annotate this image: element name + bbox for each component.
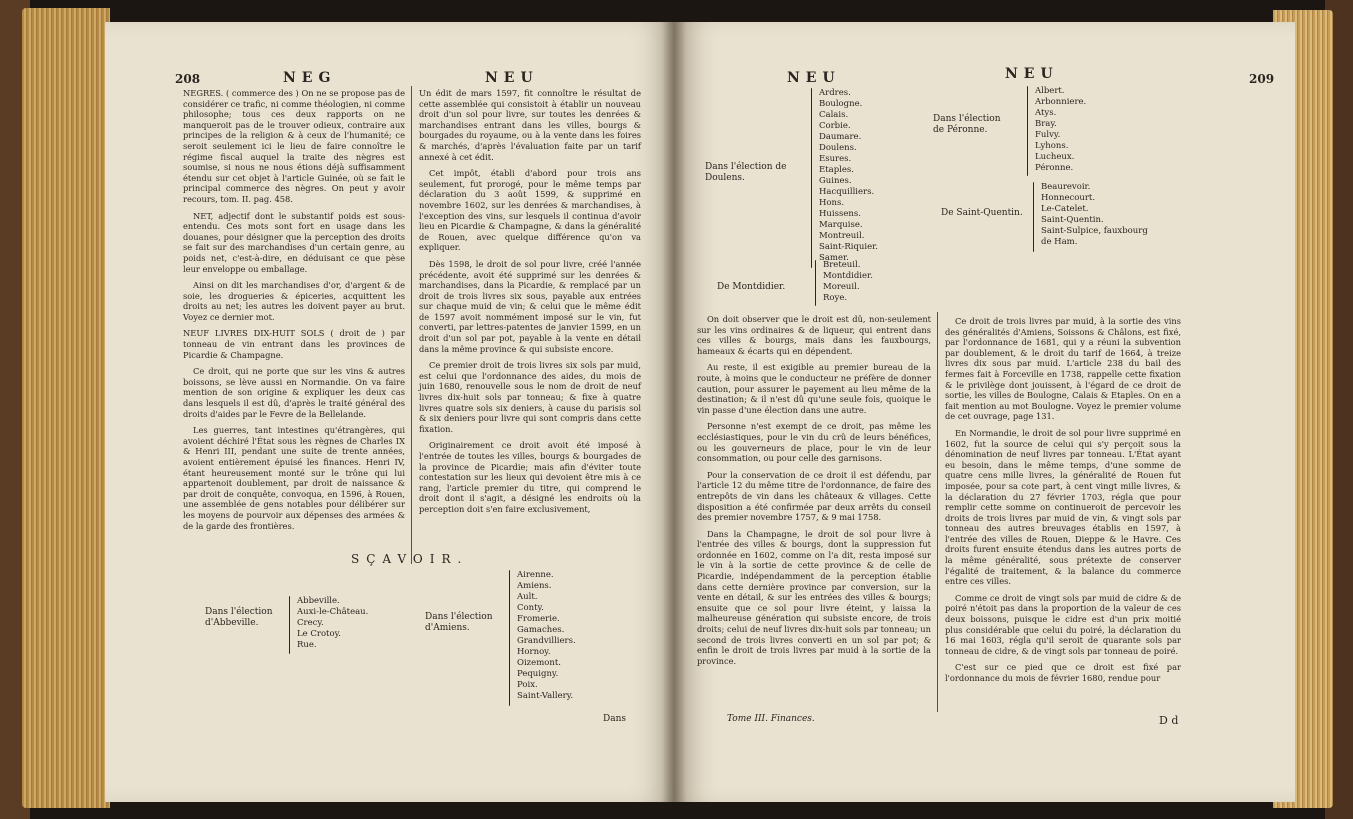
list-item: Ault. bbox=[517, 592, 538, 602]
list-item: Guines. bbox=[819, 176, 852, 186]
paragraph: Dès 1598, le droit de sol pour livre, créé l'année précédente, avoit été supprimé sur les denrées & marchandises, dans la Picardie, & remplacé par un droit de trois livres six sous, payable aux entrées sur chaque muid de vin; & celui que le même édit de 1597 avoit nommément imposé sur le vin, fut converti, par lettres-patentes de janvier 1599, en un droit d'un sol par pot, payable à la vente en détail dans la même province & qui subsiste encore. bbox=[419, 258, 641, 354]
list-item: Auxi-le-Château. bbox=[297, 607, 369, 617]
list-item: Le-Catelet. bbox=[1041, 204, 1089, 214]
paragraph: Originairement ce droit avoit été imposé à l'entrée de toutes les villes, bourgs & bourgades de la province de Picardie; mais afin d'éviter toute contestation sur les lieux qui devoient être mis à ce rang, l'article premier du titre, qui comprend le droit dont il s'agit, a désigné les endroits où la perception doit s'en faire exclusivement, bbox=[419, 440, 641, 514]
list-item: Montreuil. bbox=[819, 231, 865, 241]
list-item: Honnecourt. bbox=[1041, 193, 1096, 203]
election-label-montdidier: De Montdidier. bbox=[717, 282, 786, 292]
paragraph: Au reste, il est exigible au premier bureau de la route, à moins que le conducteur ne préfère de donner caution, pour assurer le payement au lieu même de la destination; & il n'est dû qu'une seule fois, quoique le vin passe d'une élection dans une autre. bbox=[697, 362, 931, 415]
right-running-head-left: NEU bbox=[787, 70, 841, 86]
election-label-peronne: Dans l'élection de Péronne. bbox=[933, 114, 1001, 135]
paragraph: Dans la Champagne, le droit de sol pour livre à l'entrée des villes & bourgs, dont la suppression fut ordonnée en 1602, comme on l'a dit, resta imposé sur le vin à la sortie de cette province & de celle de Picardie, indépendamment de la perception établie dans cette dernière province par conversion, sur la vente en détail, & sur les entrées des villes & bourgs; ensuite que ce sol pour livre éteint, y laissa la malheureuse génération qui subsiste encore, de trois droits; celui de neuf livres dix-huit sols par tonneau; un second de trois livres converti en un sol par pot; & enfin le droit de trois livres par muid à la sortie de la province. bbox=[697, 528, 931, 666]
left-column-2 bbox=[419, 88, 641, 521]
brace bbox=[1033, 182, 1034, 252]
town-list-amiens bbox=[517, 570, 576, 702]
list-item: Marquise. bbox=[819, 220, 863, 230]
list-item: Saint-Quentin. bbox=[1041, 215, 1104, 225]
list-item: Etaples. bbox=[819, 165, 854, 175]
list-item: Bray. bbox=[1035, 119, 1057, 129]
list-item: Huissens. bbox=[819, 209, 861, 219]
footer-signature: Tome III. Finances. bbox=[727, 714, 815, 724]
paragraph: Pour la conservation de ce droit il est défendu, par l'article 12 du même titre de l'ordonnance, de faire des entrepôts de vin dans les châteaux & villages. Cette disposition a été confirmée par deux arrêts du conseil des premier novembre 1757, & 9 mai 1758. bbox=[697, 469, 931, 523]
election-label-amiens: Dans l'élection d'Amiens. bbox=[425, 612, 493, 633]
list-item: Calais. bbox=[819, 110, 849, 120]
list-item: Crecy. bbox=[297, 618, 324, 628]
paragraph: Personne n'est exempt de ce droit, pas même les ecclésiastiques, pour le vin du crû de leurs bénéfices, ou les gouverneurs de place, pour le vin de leur consommation, ou pour celle des garnisons. bbox=[697, 421, 931, 464]
right-page bbox=[675, 22, 1295, 802]
brace bbox=[815, 260, 816, 306]
list-item: Lucheux. bbox=[1035, 152, 1075, 162]
list-item: Ardres. bbox=[819, 88, 851, 98]
left-page bbox=[105, 22, 675, 802]
town-list-doulens bbox=[819, 88, 878, 264]
paragraph: NET, adjectif dont le substantif poids est sous-entendu. Ces mots sont fort en usage dans les douanes, pour désigner que la perception des droits se fait sur des marchandises d'un certain genre, au poids net, c'est-à-dire, en déduisant ce que pèse leur enveloppe ou emballage. bbox=[183, 210, 405, 274]
list-item: Péronne. bbox=[1035, 163, 1074, 173]
town-list-montdidier bbox=[823, 260, 873, 304]
column-rule bbox=[411, 86, 412, 564]
paragraph: Les guerres, tant intestines qu'étrangères, qui avoient déchiré l'État sous les règnes de Charles IX & Henri III, pendant une suite de trente années, avoient entièrement épuisé les finances. Henri IV, étant heureusement monté sur le trône qui lui appartenoit doublement, par droit de naissance & par droit de conquête, convoqua, en 1596, à Rouen, une assemblée de gens notables pour délibérer sur les moyens de pourvoir aux dépenses des armées & de la garde des frontières. bbox=[183, 425, 405, 531]
list-item: Esures. bbox=[819, 154, 852, 164]
list-item: de Ham. bbox=[1041, 237, 1078, 247]
paragraph: Comme ce droit de vingt sols par muid de cidre & de poiré n'étoit pas dans la proportion de la valeur de ces deux boissons, puisque le cidre est d'un prix moitié plus considérable que celui du poiré, la déclaration du 16 mai 1603, régla qu'il seroit de quarante sols par tonneau de cidre, & de vingt sols par tonneau de poiré. bbox=[945, 592, 1181, 656]
list-item: Pequigny. bbox=[517, 669, 559, 679]
list-item: Hacquilliers. bbox=[819, 187, 875, 197]
right-folio: 209 bbox=[1249, 72, 1275, 86]
list-item: Atys. bbox=[1035, 108, 1057, 118]
paragraph: Ainsi on dit les marchandises d'or, d'argent & de soie, les drogueries & épiceries, acquittent les droits au net; les autres les doivent payer au brut. Voyez ce dernier mot. bbox=[183, 280, 405, 322]
right-column-2 bbox=[945, 316, 1181, 690]
list-item: Le Crotoy. bbox=[297, 629, 341, 639]
list-item: Boulogne. bbox=[819, 99, 863, 109]
paragraph: Ce droit de trois livres par muid, à la sortie des vins des généralités d'Amiens, Soissons & Châlons, est fixé, par l'ordonnance de 1681, qui y a réuni la subvention par doublement, & le droit du tarif de 1664, à treize livres dix sous par muid. L'article 238 du bail des fermes fait à Forceville en 1738, rappelle cette fixation & le privilège dont jouissent, à l'égard de ce droit de sortie, les villes de Boulogne, Calais & Etaples. On en a fait mention au mot Boulogne. Voyez le premier volume de cet ouvrage, page 131. bbox=[945, 316, 1181, 422]
catchword: Dans bbox=[603, 714, 626, 724]
left-column-1 bbox=[183, 88, 405, 537]
brace bbox=[509, 570, 510, 706]
right-running-head-right: NEU bbox=[1005, 66, 1059, 82]
list-item: Doulens. bbox=[819, 143, 857, 153]
paragraph: Ce premier droit de trois livres six sols par muid, est celui que l'ordonnance des aides, du mois de juin 1680, renouvelle sous le nom de droit de neuf livres dix-huit sols par tonneau; & fixe à quatre livres quatre sols six deniers, à cause du parisis sol & six deniers pour livre qui sont compris dans cette fixation. bbox=[419, 360, 641, 434]
list-item: Arbonniere. bbox=[1035, 97, 1087, 107]
list-item: Daumare. bbox=[819, 132, 862, 142]
paragraph: NEUF LIVRES DIX-HUIT SOLS ( droit de ) par tonneau de vin entrant dans les provinces de Picardie & Champagne. bbox=[183, 328, 405, 360]
list-item: Saint-Sulpice, fauxbourg bbox=[1041, 226, 1148, 236]
list-item: Moreuil. bbox=[823, 282, 860, 292]
list-item: Abbeville. bbox=[297, 596, 340, 606]
list-item: Conty. bbox=[517, 603, 544, 613]
list-item: Corbie. bbox=[819, 121, 851, 131]
list-item: Lyhons. bbox=[1035, 141, 1069, 151]
footer-signature-mark: D d bbox=[1159, 714, 1179, 727]
paragraph: NEGRES. ( commerce des ) On ne se propose pas de considérer ce trafic, ni comme théologien, ni comme philosophe; tous ces deux rapports on ne manqueroit pas de le trouver odieux, contraire aux principes de la religion & à ceux de l'humanité; ce seroit seulement ici le lieu de faire connoître le régime fiscal auquel la traite des nègres est soumise, si nous ne nous étions déjà suffisamment étendu sur cet objet à l'article Guinée, où se fait le principal commerce des nègres. On peut y avoir recours, tom. II. pag. 458. bbox=[183, 88, 405, 204]
brace bbox=[289, 596, 290, 654]
list-item: Fromerie. bbox=[517, 614, 560, 624]
list-item: Amiens. bbox=[517, 581, 552, 591]
left-running-head-left: NEG bbox=[283, 70, 337, 86]
list-item: Grandvilliers. bbox=[517, 636, 576, 646]
election-label-abbeville: Dans l'élection d'Abbeville. bbox=[205, 607, 273, 628]
list-item: Poix. bbox=[517, 680, 538, 690]
paragraph: Cet impôt, établi d'abord pour trois ans seulement, fut prorogé, pour le même temps par déclaration du 3 août 1599, & supprimé en novembre 1602, sur les denrées & marchandises, à l'exception des vins, sur lesquels il continua d'avoir lieu en Picardie & Champagne, & dans la généralité de Rouen, avec quelque différence qu'on va expliquer. bbox=[419, 168, 641, 253]
election-label-saint-quentin: De Saint-Quentin. bbox=[941, 208, 1023, 218]
town-list-abbeville bbox=[297, 596, 368, 651]
list-item: Beaurevoir. bbox=[1041, 182, 1091, 192]
list-item: Oizemont. bbox=[517, 658, 561, 668]
paragraph: On doit observer que le droit est dû, non-seulement sur les vins ordinaires & de liqueur, qui entrent dans ces villes & bourgs, mais dans les fauxbourgs, hameaux & écarts qui en dépendent. bbox=[697, 314, 931, 356]
list-item: Hornoy. bbox=[517, 647, 551, 657]
right-column-1 bbox=[697, 314, 931, 672]
paragraph: Un édit de mars 1597, fit connoître le résultat de cette assemblée qui consistoit à établir un nouveau droit d'un sol pour livre, sur toutes les denrées & marchandises entrant dans les villes, bourgs & bourgades du royaume, ou à la vente dans les foires & marchés, d'après l'évaluation faite par un tarif annexé à cet édit. bbox=[419, 88, 641, 162]
list-item: Breteuil. bbox=[823, 260, 861, 270]
list-item: Fulvy. bbox=[1035, 130, 1061, 140]
list-item: Albert. bbox=[1035, 86, 1065, 96]
list-item: Airenne. bbox=[517, 570, 554, 580]
list-item: Saint-Vallery. bbox=[517, 691, 574, 701]
town-list-peronne bbox=[1035, 86, 1086, 174]
list-item: Gamaches. bbox=[517, 625, 565, 635]
list-item: Hons. bbox=[819, 198, 845, 208]
savoir-heading: SÇAVOIR. bbox=[351, 552, 469, 566]
left-running-head-right: NEU bbox=[485, 70, 539, 86]
paragraph: En Normandie, le droit de sol pour livre supprimé en 1602, fut la source de celui qui s'y perçoit sous la dénomination de neuf livres par tonneau. L'État ayant eu besoin, dans le même temps, d'une somme de quatre cens mille livres, la généralité de Rouen fut imposée, pour sa cote part, à cent vingt mille livres, & la déclaration du 27 février 1703, régla que pour remplir cette somme on continueroit de percevoir les droits de trois livres par muid de vin, & vingt sols par tonneau des autres breuvages établis en 1597, à l'entrée des villes de Rouen, Dieppe & le Havre. Ces droits furent ensuite étendus dans les autres ports de la même généralité, sous prétexte de conserver l'égalité de traitement, & la balance du commerce entre ces villes. bbox=[945, 427, 1181, 587]
town-list-saint-quentin bbox=[1041, 182, 1148, 248]
paragraph: Ce droit, qui ne porte que sur les vins & autres boissons, se lève aussi en Normandie. On va faire mention de son origine & expliquer les deux cas dans lesquels il est dû, d'après le traité général des droits d'aides par le Fevre de la Bellelande. bbox=[183, 366, 405, 419]
election-label-doulens: Dans l'élection de Doulens. bbox=[705, 162, 787, 183]
list-item: Roye. bbox=[823, 293, 848, 303]
page-edges-left bbox=[22, 8, 110, 808]
list-item: Montdidier. bbox=[823, 271, 873, 281]
list-item: Samer. bbox=[819, 253, 849, 263]
gutter-shadow bbox=[662, 22, 686, 802]
brace bbox=[1027, 86, 1028, 176]
brace bbox=[811, 88, 812, 268]
left-folio: 208 bbox=[175, 72, 201, 86]
paragraph: C'est sur ce pied que ce droit est fixé par l'ordonnance du mois de février 1680, rendue pour bbox=[945, 662, 1181, 683]
column-rule bbox=[937, 312, 938, 712]
list-item: Rue. bbox=[297, 640, 317, 650]
list-item: Saint-Riquier. bbox=[819, 242, 878, 252]
